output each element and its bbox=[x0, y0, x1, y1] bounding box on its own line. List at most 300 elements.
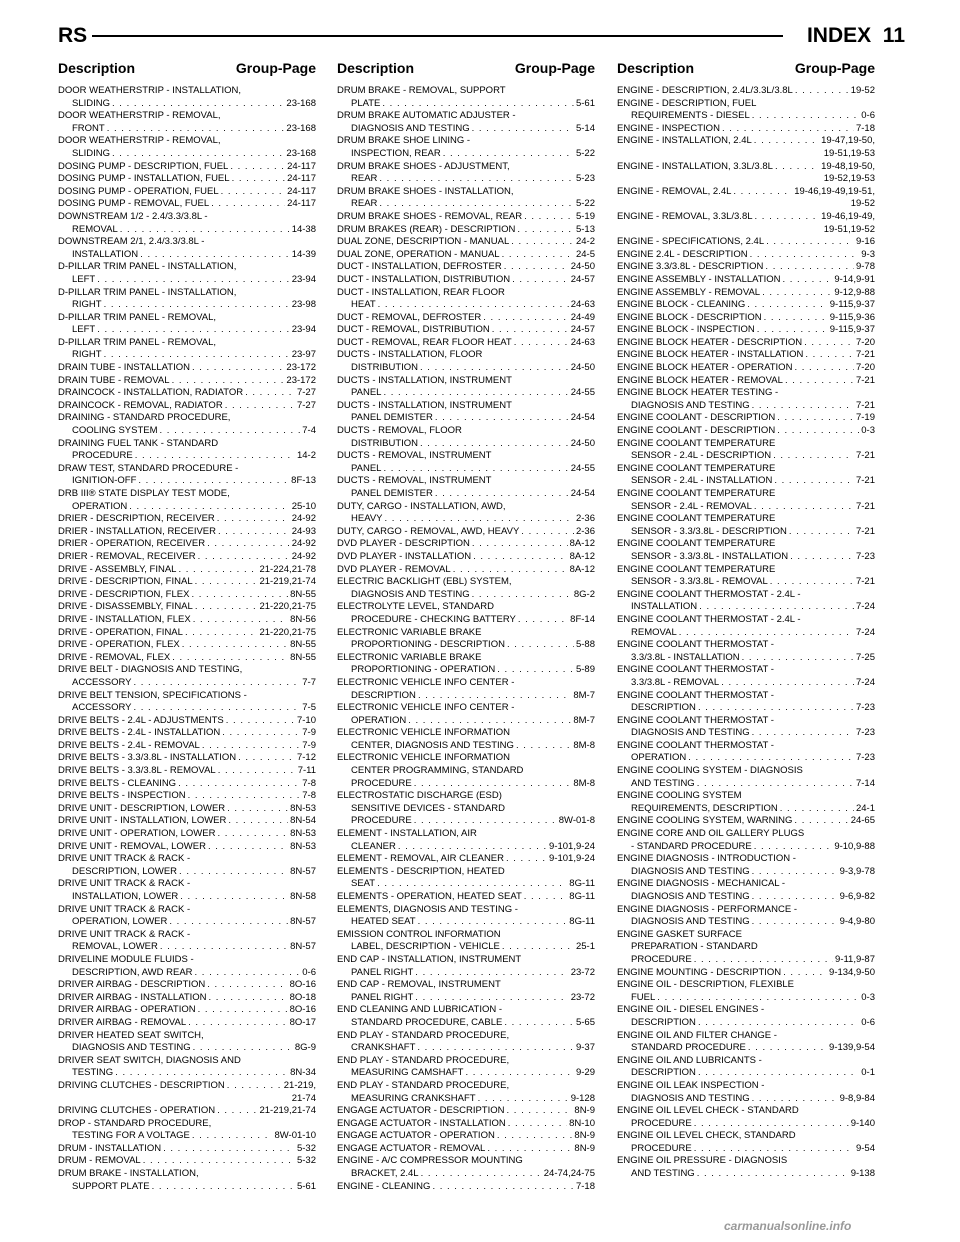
entry-text: ENGINE ASSEMBLY - INSTALLATION bbox=[617, 273, 781, 285]
entry-text: DRIVER AIRBAG - OPERATION bbox=[58, 1004, 196, 1016]
dot-leader bbox=[222, 727, 300, 740]
entry-line: DRIVER SEAT SWITCH, DIAGNOSIS AND bbox=[58, 1054, 241, 1066]
entry-page-ref: 7-5 bbox=[302, 702, 316, 714]
index-entry bbox=[58, 740, 316, 753]
column-header: Description Group-Page bbox=[617, 60, 875, 76]
index-entry bbox=[337, 425, 595, 450]
entry-line: DRB III® STATE DISPLAY TEST MODE, bbox=[58, 488, 230, 499]
entry-last-line bbox=[337, 614, 595, 627]
index-entry bbox=[617, 261, 875, 274]
dot-leader bbox=[507, 639, 574, 652]
index-entry bbox=[58, 387, 316, 400]
dot-leader bbox=[207, 538, 290, 551]
entry-last-line bbox=[337, 324, 595, 337]
dot-leader bbox=[722, 123, 854, 136]
index-entry bbox=[58, 1143, 316, 1156]
entry-text: DRIVE BELTS - 2.4L - INSTALLATION bbox=[58, 727, 221, 739]
entry-line: ELECTRIC BACKLIGHT (EBL) SYSTEM, bbox=[337, 576, 512, 588]
entry-line: DRIVE UNIT TRACK & RACK - bbox=[58, 903, 191, 915]
index-entry bbox=[337, 1143, 595, 1156]
entry-last-line bbox=[58, 992, 316, 1005]
dot-leader bbox=[415, 992, 568, 1005]
index-entry bbox=[58, 904, 316, 929]
entry-text: DRIVE BELTS - 2.4L - ADJUSTMENTS bbox=[58, 714, 224, 726]
entry-text: PANEL RIGHT bbox=[351, 966, 414, 978]
entry-page-ref: 8G-11 bbox=[569, 891, 595, 902]
entry-text: 3.3/3.8L - REMOVAL bbox=[631, 676, 720, 688]
dot-leader bbox=[383, 463, 568, 476]
index-entry bbox=[617, 375, 875, 388]
dot-leader bbox=[775, 161, 819, 174]
entry-page-ref: 8G-11 bbox=[569, 916, 595, 928]
entry-page-ref: 7-27 bbox=[296, 387, 316, 399]
dot-leader bbox=[97, 324, 289, 337]
entry-page-ref: 8N-55 bbox=[290, 639, 316, 651]
index-entry bbox=[617, 828, 875, 853]
entry-page-ref: 9-78 bbox=[855, 261, 875, 273]
entry-text: TESTING bbox=[72, 1067, 114, 1079]
entry-line: END PLAY - STANDARD PROCEDURE, bbox=[337, 1029, 510, 1041]
entry-page-ref: 8F-14 bbox=[570, 613, 595, 625]
entry-text: DRIVE BELTS - CLEANING bbox=[58, 777, 177, 789]
dot-leader bbox=[135, 450, 295, 463]
entry-page-ref: 5-19 bbox=[575, 210, 595, 222]
index-entry bbox=[337, 211, 595, 224]
index-entry bbox=[58, 337, 316, 362]
entry-last-line bbox=[58, 148, 316, 161]
dot-leader bbox=[785, 375, 854, 388]
entry-page-ref: 9-101,9-24 bbox=[549, 853, 595, 865]
entry-last-line bbox=[617, 236, 875, 249]
entry-text: ENGINE COOLANT - DESCRIPTION bbox=[617, 412, 776, 424]
entry-last-line bbox=[58, 979, 316, 992]
entry-page-ref: 9-138 bbox=[850, 1168, 875, 1180]
entry-text: FRONT bbox=[72, 122, 105, 134]
entry-page-ref: 5-32 bbox=[296, 1155, 316, 1167]
entry-text: DESCRIPTION bbox=[351, 689, 416, 701]
entry-page-ref: 14-39 bbox=[291, 248, 316, 260]
index-entry bbox=[337, 904, 595, 929]
watermark: carmanualsonline.info bbox=[724, 1219, 852, 1233]
index-entry bbox=[58, 198, 316, 211]
dot-leader bbox=[228, 815, 288, 828]
entry-page-ref: 25-10 bbox=[291, 500, 316, 512]
dot-leader bbox=[783, 967, 827, 980]
dot-leader bbox=[238, 752, 295, 765]
entry-last-line bbox=[58, 1155, 316, 1168]
entry-page-ref: 7-8 bbox=[302, 777, 316, 789]
index-entry bbox=[58, 652, 316, 665]
entry-page-ref: 9-128 bbox=[570, 1092, 595, 1104]
index-entry bbox=[617, 589, 875, 614]
index-entry bbox=[337, 349, 595, 374]
entry-text: LEFT bbox=[72, 273, 96, 285]
entry-text: PROCEDURE bbox=[351, 815, 412, 827]
dot-leader bbox=[140, 249, 290, 262]
entry-text: PROPORTIONING - OPERATION bbox=[351, 664, 496, 676]
entry-page-ref: 7-21 bbox=[855, 374, 875, 386]
entry-text: FUEL bbox=[631, 991, 656, 1003]
entry-text: CENTER, DIAGNOSIS AND TESTING bbox=[351, 739, 514, 751]
entry-last-line bbox=[337, 878, 595, 891]
entry-last-line bbox=[617, 967, 875, 980]
entry-last-line bbox=[617, 841, 875, 854]
entry-last-line bbox=[58, 916, 316, 929]
index-entry bbox=[617, 1080, 875, 1105]
entry-text: DIAGNOSIS AND TESTING bbox=[351, 122, 470, 134]
entry-last-line bbox=[617, 501, 875, 514]
entry-page-ref: 8O-16 bbox=[289, 979, 316, 991]
dot-leader bbox=[755, 211, 820, 224]
dot-leader bbox=[698, 1067, 859, 1080]
entry-text: HEAVY bbox=[351, 513, 383, 525]
entry-page-ref: 25-1 bbox=[575, 941, 595, 953]
dot-leader bbox=[764, 312, 828, 325]
entry-last-line bbox=[617, 362, 875, 375]
entry-page-ref: 8O-17 bbox=[289, 1016, 316, 1028]
index-entry bbox=[58, 992, 316, 1005]
index-entry bbox=[337, 110, 595, 135]
entry-last-line bbox=[617, 526, 875, 539]
entry-page-ref: 8N-34 bbox=[290, 1067, 316, 1079]
entry-text: ENGINE BLOCK HEATER - OPERATION bbox=[617, 362, 793, 374]
entry-last-line bbox=[617, 110, 875, 123]
entry-last-line bbox=[337, 526, 595, 539]
entry-last-line bbox=[617, 349, 875, 362]
entry-page-ref: 8A-12 bbox=[569, 550, 595, 562]
entry-page-ref: 14-2 bbox=[296, 450, 316, 462]
entry-last-line bbox=[58, 186, 316, 199]
dot-leader bbox=[112, 98, 284, 111]
entry-line: ENGINE COOLING SYSTEM - DIAGNOSIS bbox=[617, 765, 803, 777]
entry-last-line bbox=[617, 803, 875, 816]
entry-text: SENSOR - 3.3/3.8L - DESCRIPTION bbox=[631, 525, 787, 537]
entry-page-ref: 24-63 bbox=[570, 299, 595, 311]
entry-last-line bbox=[617, 274, 875, 287]
entry-page-ref: 24-1 bbox=[855, 802, 875, 814]
dot-leader bbox=[198, 551, 290, 564]
entry-line: DRUM BRAKE - INSTALLATION, bbox=[58, 1168, 199, 1180]
dot-leader bbox=[178, 778, 300, 791]
entry-text: DESCRIPTION bbox=[631, 1016, 696, 1028]
entry-text: DUTY, CARGO - REMOVAL, AWD, HEAVY bbox=[337, 525, 520, 537]
entry-page-ref: 7-24 bbox=[855, 601, 875, 613]
entry-last-line bbox=[58, 815, 316, 828]
dot-leader bbox=[217, 828, 288, 841]
entry-text: ENGAGE ACTUATOR - OPERATION bbox=[337, 1130, 495, 1142]
dot-leader bbox=[795, 85, 849, 98]
entry-line: ENGINE OIL LEAK INSPECTION - bbox=[617, 1079, 765, 1091]
entry-page-ref: 24-92 bbox=[291, 513, 316, 525]
index-entry bbox=[617, 324, 875, 337]
index-entry bbox=[337, 828, 595, 853]
entry-last-line bbox=[337, 538, 595, 551]
entry-page-ref: 7-19 bbox=[855, 412, 875, 424]
entry-page-ref: 23-72 bbox=[570, 966, 595, 978]
entry-last-line bbox=[617, 954, 875, 967]
dot-leader bbox=[777, 412, 854, 425]
dot-leader bbox=[198, 1004, 288, 1017]
entry-last-line bbox=[617, 1118, 875, 1131]
entry-last-line bbox=[617, 261, 875, 274]
dot-leader bbox=[195, 967, 301, 980]
dot-leader bbox=[432, 1181, 574, 1194]
entry-line: ELECTROLYTE LEVEL, STANDARD bbox=[337, 601, 494, 613]
dot-leader bbox=[172, 375, 285, 388]
entry-page-ref: 7-24 bbox=[855, 626, 875, 638]
entry-last-line bbox=[617, 375, 875, 388]
index-entry bbox=[337, 161, 595, 186]
entry-text: INSTALLATION bbox=[72, 248, 139, 260]
index-entry bbox=[58, 1155, 316, 1168]
index-entry bbox=[58, 576, 316, 589]
entry-last-line bbox=[58, 1130, 316, 1143]
entry-last-line bbox=[337, 690, 595, 703]
dot-leader bbox=[524, 891, 568, 904]
entry-page-ref: 23-172 bbox=[286, 374, 316, 386]
entry-text: PROCEDURE bbox=[72, 450, 133, 462]
entry-page-ref: 0-6 bbox=[861, 110, 875, 122]
index-entry bbox=[58, 752, 316, 765]
entry-last-line bbox=[617, 312, 875, 325]
index-entry bbox=[617, 1055, 875, 1080]
index-entry bbox=[337, 979, 595, 1004]
entry-line: DUCTS - REMOVAL, FLOOR bbox=[337, 425, 462, 437]
entry-last-line bbox=[337, 740, 595, 753]
entry-line: ENGINE COOLANT TEMPERATURE bbox=[617, 538, 776, 550]
entry-line: ELECTRONIC VEHICLE INFORMATION bbox=[337, 752, 510, 764]
entry-last-line bbox=[617, 161, 875, 174]
entry-text: MEASURING CRANKSHAFT bbox=[351, 1092, 476, 1104]
index-entry bbox=[337, 249, 595, 262]
dot-leader bbox=[697, 778, 854, 791]
entry-text: DRIVER AIRBAG - REMOVAL bbox=[58, 1016, 187, 1028]
entry-last-line bbox=[58, 790, 316, 803]
dot-leader bbox=[750, 249, 860, 262]
entry-page-ref: 23-168 bbox=[286, 147, 316, 159]
entry-last-line bbox=[617, 400, 875, 413]
entry-last-line bbox=[58, 1080, 316, 1093]
dot-leader bbox=[226, 715, 295, 728]
entry-text: SENSOR - 3.3/3.8L - REMOVAL bbox=[631, 576, 768, 588]
entry-last-line bbox=[337, 438, 595, 451]
index-entry bbox=[58, 1118, 316, 1143]
index-entry bbox=[337, 261, 595, 274]
entry-text: LABEL, DESCRIPTION - VEHICLE bbox=[351, 941, 500, 953]
entry-line: ENGINE COOLANT THERMOSTAT - bbox=[617, 689, 774, 701]
index-entry bbox=[337, 85, 595, 110]
dot-leader bbox=[770, 576, 854, 589]
entry-text: DRIVE - DESCRIPTION, FLEX bbox=[58, 588, 190, 600]
dot-leader bbox=[794, 362, 854, 375]
entry-text: ENGINE - INSPECTION bbox=[617, 122, 720, 134]
entry-line: D-PILLAR TRIM PANEL - INSTALLATION, bbox=[58, 261, 237, 273]
entry-last-line bbox=[337, 337, 595, 350]
entry-text: DESCRIPTION, AWD REAR bbox=[72, 966, 193, 978]
entry-text: DUCT - REMOVAL, DISTRIBUTION bbox=[337, 324, 490, 336]
entry-page-ref-continued: 19-51,19-53 bbox=[823, 147, 875, 159]
dot-leader bbox=[115, 1067, 288, 1080]
dot-leader bbox=[766, 236, 854, 249]
entry-line: EMISSION CONTROL INFORMATION bbox=[337, 928, 501, 940]
index-entry bbox=[337, 236, 595, 249]
dot-leader bbox=[688, 752, 854, 765]
entry-page-ref: 7-23 bbox=[855, 752, 875, 764]
entry-last-line bbox=[58, 400, 316, 413]
index-title-text: INDEX bbox=[806, 24, 872, 47]
index-entry bbox=[337, 450, 595, 475]
entry-last-line bbox=[58, 564, 316, 577]
index-entry bbox=[337, 400, 595, 425]
entry-text: SENSOR - 3.3/3.8L - INSTALLATION bbox=[631, 550, 789, 562]
entry-text: ACCESSORY bbox=[72, 702, 132, 714]
entry-last-line bbox=[58, 375, 316, 388]
entry-last-line bbox=[58, 98, 316, 111]
dot-leader bbox=[225, 400, 295, 413]
index-entry bbox=[617, 1004, 875, 1029]
entry-page-ref: 5-32 bbox=[296, 1142, 316, 1154]
entry-page-ref: 24-74,24-75 bbox=[543, 1168, 595, 1180]
dot-leader bbox=[514, 337, 569, 350]
entry-page-ref: 7-9 bbox=[302, 727, 316, 739]
entry-last-line bbox=[58, 1105, 316, 1118]
entry-line: END CAP - REMOVAL, INSTRUMENT bbox=[337, 979, 501, 991]
entry-text: DRUM BRAKE SHOES - REMOVAL, REAR bbox=[337, 210, 523, 222]
entry-text: DRIVING CLUTCHES - OPERATION bbox=[58, 1105, 216, 1117]
entry-text: ENGINE BLOCK - DESCRIPTION bbox=[617, 311, 762, 323]
entry-line: ELECTRONIC VEHICLE INFO CENTER - bbox=[337, 702, 515, 714]
entry-line: ELEMENTS - DESCRIPTION, HEATED bbox=[337, 865, 505, 877]
entry-page-ref: 8F-13 bbox=[291, 475, 316, 487]
index-entry bbox=[337, 526, 595, 539]
entry-page-ref: 19-48,19-50, bbox=[821, 160, 875, 172]
entry-line: ENGINE OIL AND LUBRICANTS - bbox=[617, 1054, 762, 1066]
entry-page-ref: 23-97 bbox=[291, 349, 316, 361]
entry-page-ref: 8N-9 bbox=[574, 1105, 595, 1117]
entry-text: HEATED SEAT bbox=[351, 916, 416, 928]
index-entry bbox=[58, 1105, 316, 1118]
entry-last-line bbox=[337, 916, 595, 929]
entry-last-line bbox=[58, 652, 316, 665]
index-entry bbox=[617, 513, 875, 538]
dot-leader bbox=[420, 438, 569, 451]
dot-leader bbox=[180, 891, 288, 904]
entry-page-ref: 21-220,21-75 bbox=[259, 601, 316, 613]
entry-last-line bbox=[58, 841, 316, 854]
entry-text: PANEL bbox=[351, 387, 382, 399]
entry-line: DRIVE UNIT TRACK & RACK - bbox=[58, 928, 191, 940]
entry-line: CENTER PROGRAMMING, STANDARD bbox=[351, 765, 524, 777]
entry-page-ref: 5-89 bbox=[575, 664, 595, 676]
entry-page-ref: 7-21 bbox=[855, 450, 875, 462]
index-column-3 bbox=[617, 60, 875, 1181]
entry-last-line bbox=[58, 249, 316, 262]
entry-page-ref: 24-93 bbox=[291, 525, 316, 537]
entry-page-ref: 9-4,9-80 bbox=[839, 916, 875, 928]
index-entry bbox=[58, 639, 316, 652]
entry-text: RIGHT bbox=[72, 349, 102, 361]
entry-line: ELECTRONIC VEHICLE INFO CENTER - bbox=[337, 676, 515, 688]
entry-text: IGNITION-OFF bbox=[72, 475, 137, 487]
index-entry bbox=[337, 866, 595, 891]
dot-leader bbox=[193, 614, 288, 627]
dot-leader bbox=[227, 1080, 282, 1093]
index-entry bbox=[58, 690, 316, 715]
entry-text: ENGINE BLOCK HEATER - INSTALLATION bbox=[617, 349, 804, 361]
entry-text: - STANDARD PROCEDURE bbox=[631, 840, 752, 852]
entry-text: DRIVE - OPERATION, FINAL bbox=[58, 626, 183, 638]
dot-leader bbox=[472, 589, 572, 602]
dot-leader bbox=[414, 778, 572, 791]
entry-last-line bbox=[337, 312, 595, 325]
entry-page-ref: 21-220,21-75 bbox=[259, 626, 316, 638]
entry-last-line bbox=[58, 349, 316, 362]
entry-text: DOSING PUMP - INSTALLATION, FUEL bbox=[58, 173, 230, 185]
entry-last-line bbox=[337, 1168, 595, 1181]
dot-leader bbox=[227, 803, 288, 816]
entry-page-ref: 8N-55 bbox=[290, 588, 316, 600]
entry-line: DUCTS - INSTALLATION, INSTRUMENT bbox=[337, 399, 512, 411]
entry-text: SLIDING bbox=[72, 147, 111, 159]
entry-text: DRIVE - ASSEMBLY, FINAL bbox=[58, 563, 177, 575]
entry-page-ref: 7-21 bbox=[855, 500, 875, 512]
entry-text: DRIVE - INSTALLATION, FLEX bbox=[58, 613, 191, 625]
entry-line: DOOR WEATHERSTRIP - REMOVAL, bbox=[58, 135, 221, 147]
entry-line: DRUM BRAKE AUTOMATIC ADJUSTER - bbox=[337, 110, 516, 122]
entry-text: REQUIREMENTS - DIESEL bbox=[631, 110, 750, 122]
entry-text: DUAL ZONE, OPERATION - MANUAL bbox=[337, 248, 500, 260]
dot-leader bbox=[217, 1105, 257, 1118]
entry-text: DISTRIBUTION bbox=[351, 437, 419, 449]
entry-line: DRIVER HEATED SEAT SWITCH, bbox=[58, 1029, 204, 1041]
entry-last-line bbox=[337, 274, 595, 287]
entry-text: REAR bbox=[351, 198, 378, 210]
dot-leader bbox=[508, 1118, 567, 1131]
entry-last-line bbox=[337, 1181, 595, 1194]
index-entry bbox=[58, 236, 316, 261]
index-entry bbox=[617, 929, 875, 967]
entry-last-line bbox=[58, 778, 316, 791]
entry-text: ENGINE COOLANT - DESCRIPTION bbox=[617, 425, 776, 437]
entry-line: ELECTRONIC VARIABLE BRAKE bbox=[337, 626, 482, 638]
index-entry bbox=[58, 715, 316, 728]
entry-text: DRIVE BELTS - 3.3/3.8L - INSTALLATION bbox=[58, 752, 237, 764]
index-entry bbox=[617, 438, 875, 463]
index-entry bbox=[58, 186, 316, 199]
dot-leader bbox=[752, 891, 838, 904]
entry-last-line bbox=[58, 198, 316, 211]
dot-leader bbox=[472, 123, 574, 136]
entry-page-ref: 5-22 bbox=[575, 147, 595, 159]
entry-last-line bbox=[337, 1067, 595, 1080]
index-entry bbox=[337, 1055, 595, 1080]
entry-text: PANEL DEMISTER bbox=[351, 412, 433, 424]
entry-page-ref: 8A-12 bbox=[569, 563, 595, 575]
index-entry bbox=[58, 85, 316, 110]
entry-last-line bbox=[337, 1118, 595, 1131]
entry-last-line bbox=[617, 576, 875, 589]
entry-line: DRUM BRAKE SHOES - ADJUSTMENT, bbox=[337, 160, 510, 172]
dot-leader bbox=[195, 601, 258, 614]
entry-last-line bbox=[58, 740, 316, 753]
entry-line: PREPARATION - STANDARD bbox=[631, 941, 758, 953]
entry-page-ref: 5-88 bbox=[575, 639, 595, 651]
entry-text: DIAGNOSIS AND TESTING bbox=[631, 727, 750, 739]
entry-page-ref: 8N-57 bbox=[290, 916, 316, 928]
entry-text: CLEANER bbox=[351, 840, 396, 852]
dot-leader bbox=[516, 740, 571, 753]
entry-line: ENGINE OIL - DESCRIPTION, FLEXIBLE bbox=[617, 979, 795, 991]
